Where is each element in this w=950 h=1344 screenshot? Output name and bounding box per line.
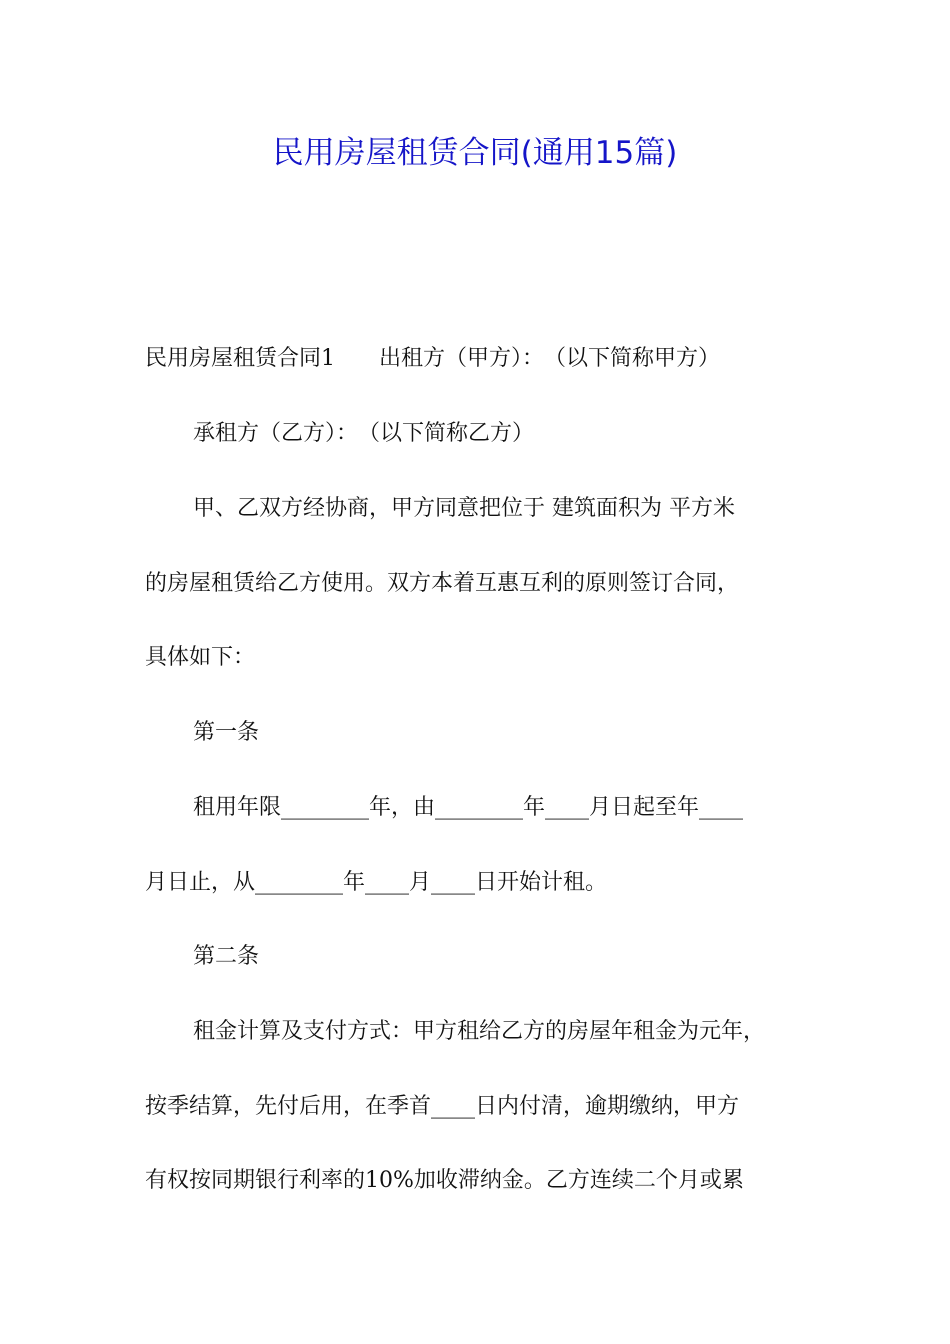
paragraph-line: 的房屋租赁给乙方使用。双方本着互惠互利的原则签订合同，: [145, 571, 740, 596]
paragraph-line: 承租方（乙方）： （以下简称乙方）: [193, 421, 535, 446]
document-title: 民用房屋租赁合同(通用15篇): [272, 135, 678, 171]
paragraph-line: 有权按同期银行利率的10%加收滞纳金。乙方连续二个月或累: [145, 1168, 744, 1193]
paragraph-line: 按季结算，先付后用，在季首____日内付清，逾期缴纳，甲方: [145, 1094, 740, 1119]
article-heading: 第二条: [193, 944, 260, 969]
paragraph-line: 月日止，从________年____月____日开始计租。: [145, 870, 608, 895]
paragraph-line: 具体如下：: [145, 645, 256, 670]
paragraph-line: 民用房屋租赁合同1 出租方（甲方）： （以下简称甲方）: [145, 346, 720, 371]
paragraph-line: 租金计算及支付方式：甲方租给乙方的房屋年租金为元年，: [193, 1019, 766, 1044]
article-heading: 第一条: [193, 720, 260, 745]
paragraph-line: 甲、乙双方经协商，甲方同意把位于 建筑面积为 平方米: [193, 496, 735, 521]
paragraph-line: 租用年限________年，由________年____月日起至年____: [193, 795, 744, 820]
